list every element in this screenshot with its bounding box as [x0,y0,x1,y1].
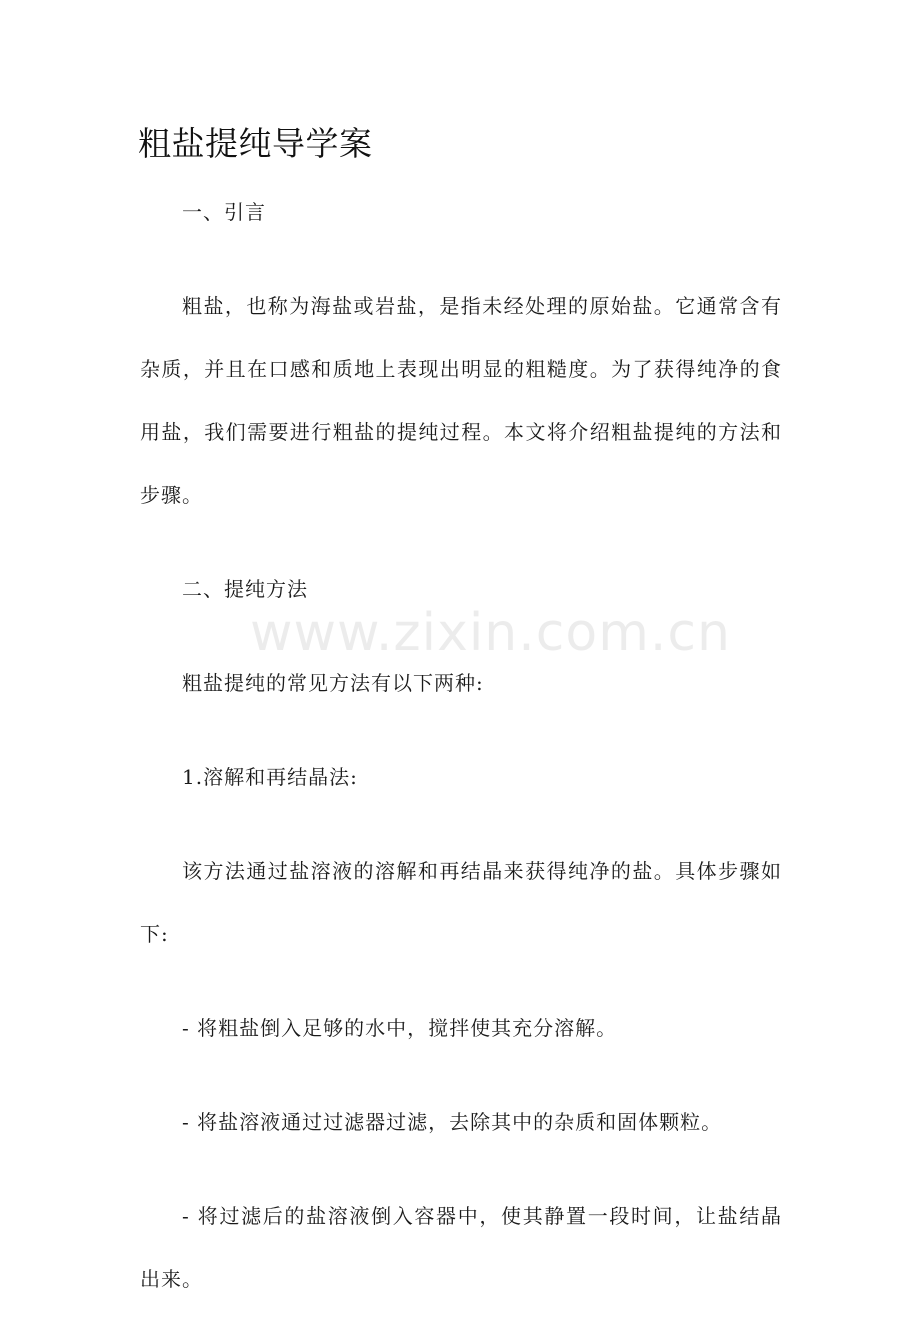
document-body [140,181,782,1342]
methods-intro-paragraph: 粗盐提纯的常见方法有以下两种: [182,671,484,695]
method-1-description: 该方法通过盐溶液的溶解和再结晶来获得纯净的盐。具体步骤如下: [140,859,782,946]
intro-paragraph: 粗盐，也称为海盐或岩盐，是指未经处理的原始盐。它通常含有杂质，并且在口感和质地上表现出明显的粗糙度。为了获得纯净的食用盐，我们需要进行粗盐的提纯过程。本文将介绍粗盐提纯的方法和步骤。 [140,294,782,507]
watermark: www.zixin.com.cn [250,603,731,663]
document-title: 粗盐提纯导学案 [138,124,373,163]
section-heading-introduction: 一、引言 [182,200,266,224]
step-item: - 将盐溶液通过过滤器过滤，去除其中的杂质和固体颗粒。 [182,1110,723,1134]
step-item: - 将过滤后的盐溶液倒入容器中，使其静置一段时间，让盐结晶出来。 [140,1204,782,1291]
step-item: - 将粗盐倒入足够的水中，搅拌使其充分溶解。 [182,1016,618,1040]
section-heading-methods: 二、提纯方法 [182,577,308,601]
method-1-heading: 1.溶解和再结晶法: [182,765,358,789]
